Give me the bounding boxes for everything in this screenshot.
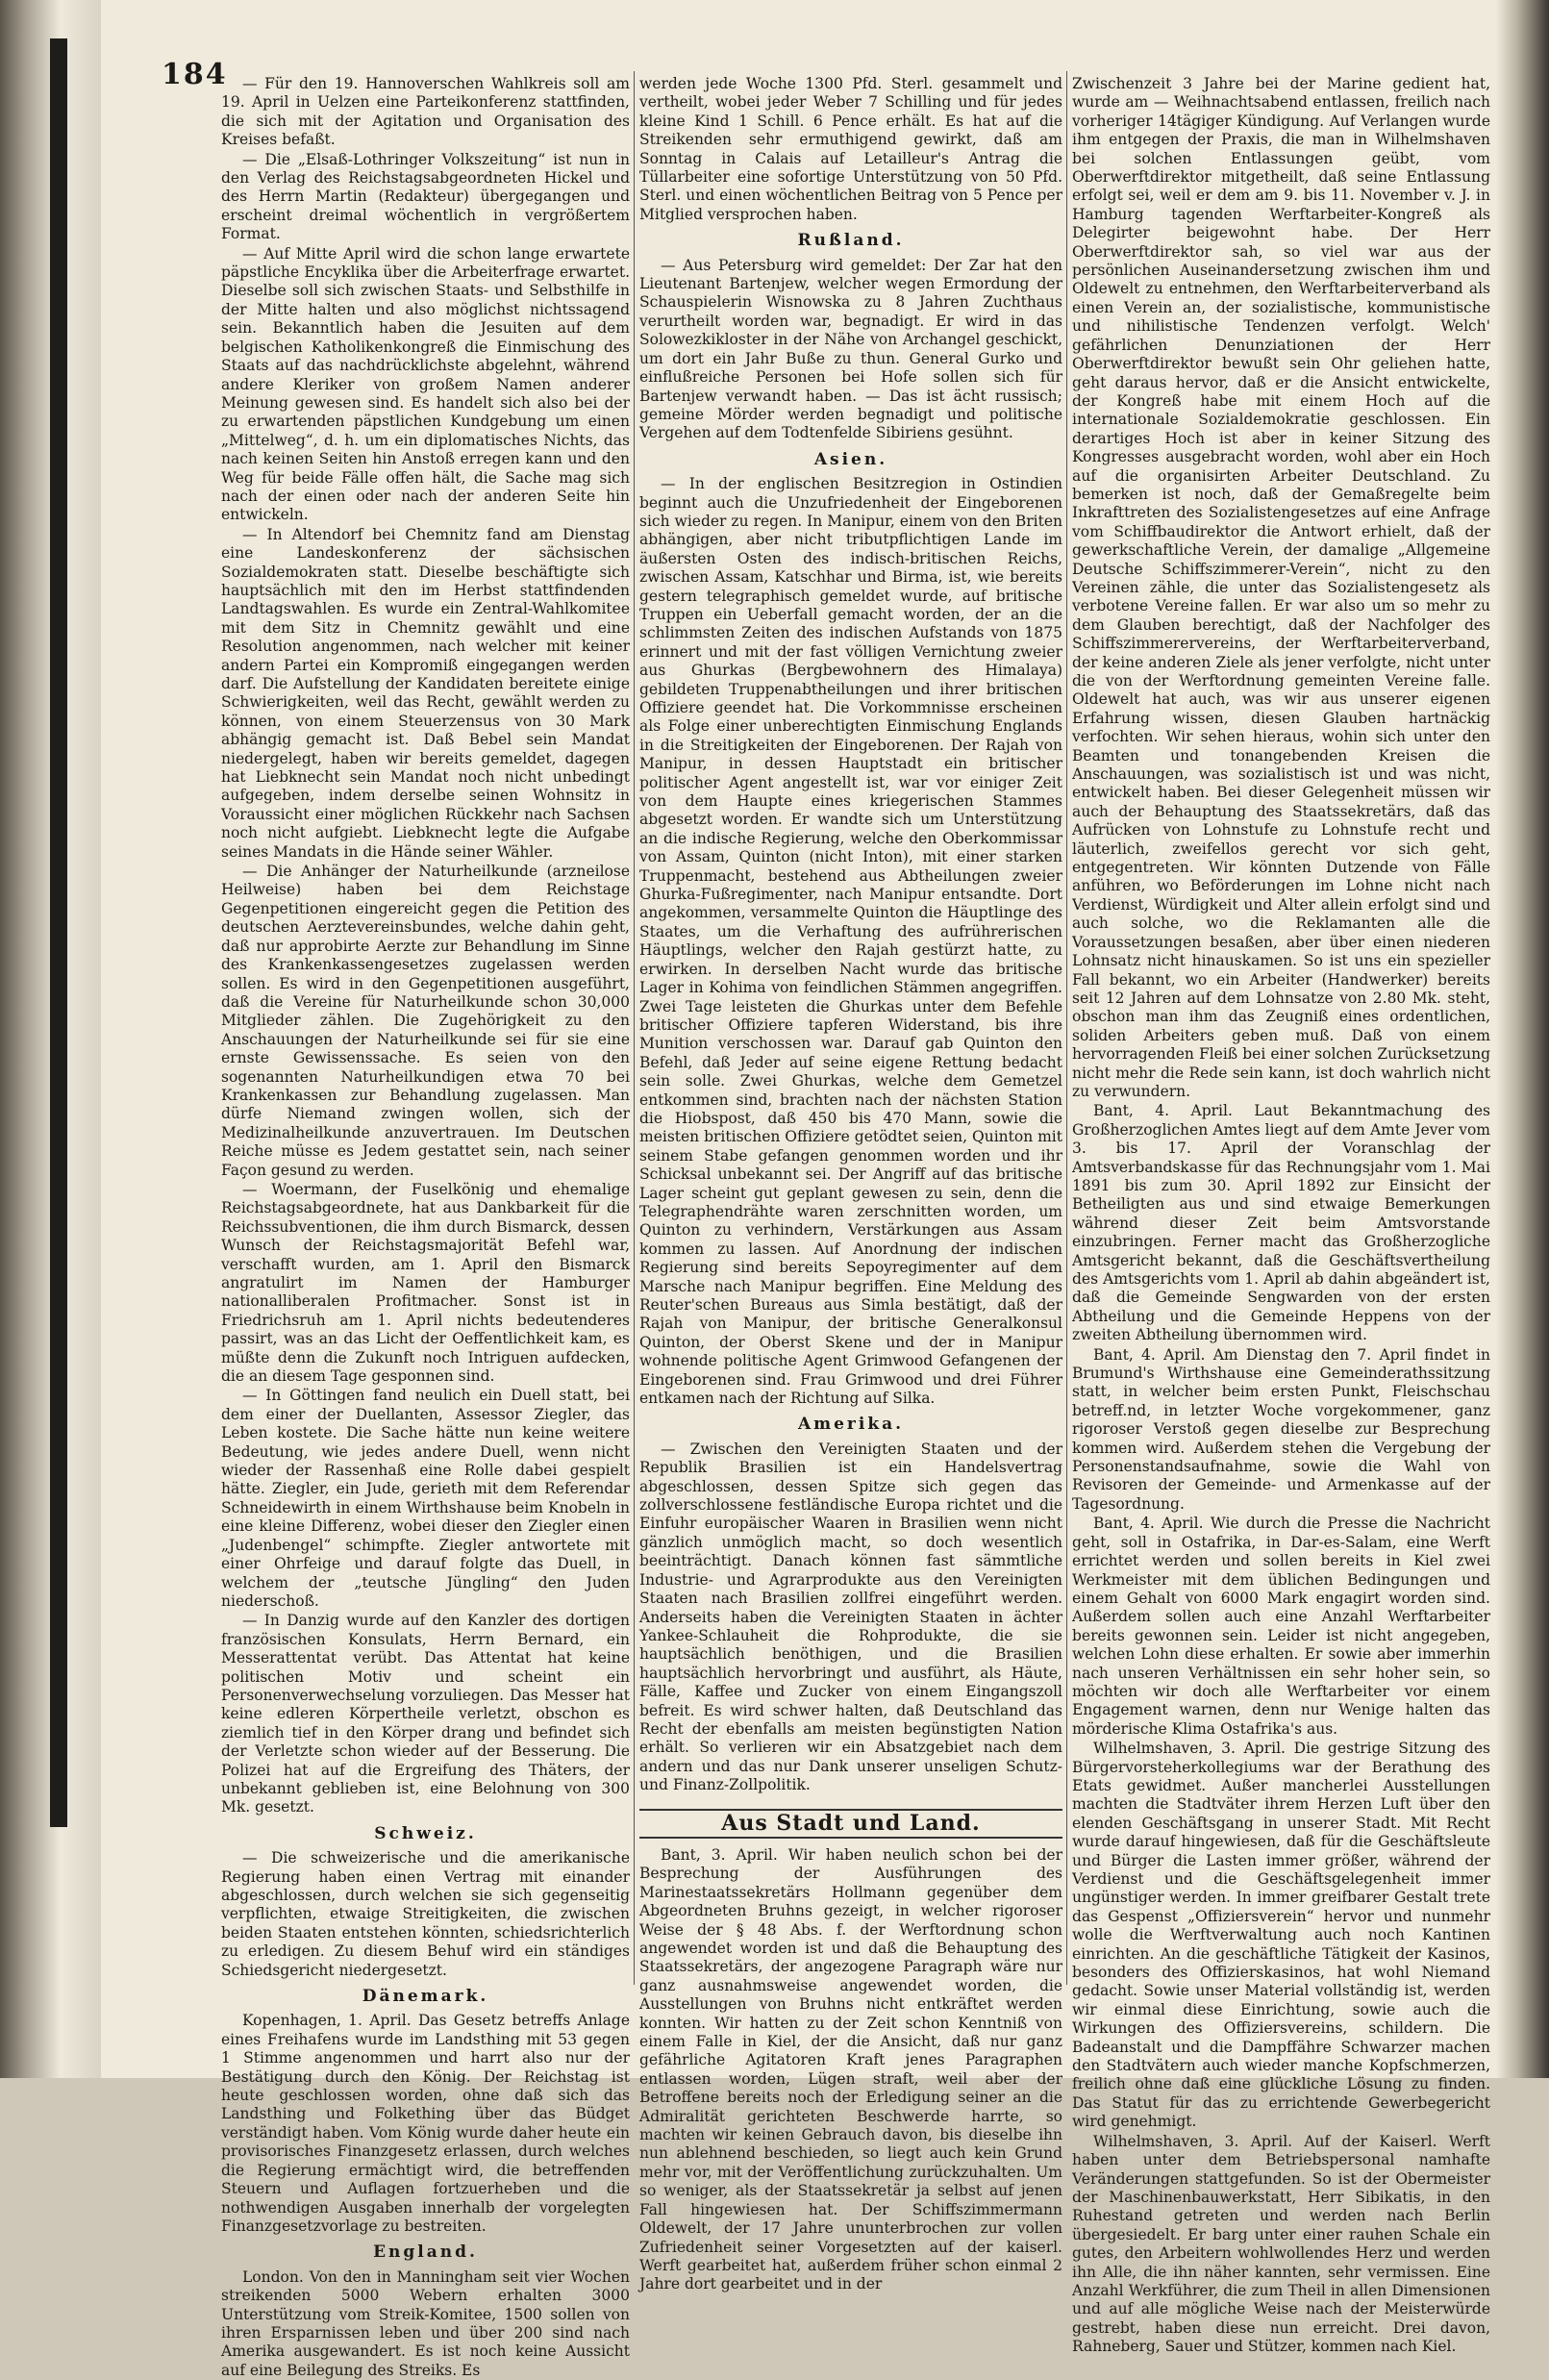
column-3 (1072, 75, 1490, 2356)
article: — Aus Petersburg wird gemeldet: Der Zar hat den Lieutenant Bartenjew, welcher wegen Ermordung der Schauspielerin Wisnowska zu 8 Jahren Zuchthaus verurtheilt worden war, begnadigt. Er wird in das Solowezkikloster in der Nähe von Archangel geschickt, um dort ein Jahr Buße zu thun. General Gurko und einflußreiche Personen bei Hofe sollen sich für Bartenjew verwandt haben. — Das ist ächt russisch; gemeine Mörder werden begnadigt und politische Vergehen auf dem Todtenfelde Sibiriens gesühnt. (639, 256, 1062, 442)
article: Wilhelmshaven, 3. April. Die gestrige Sitzung des Bürgervorsteherkollegiums war der Berathung des Etats gewidmet. Außer mancherlei Ausstellungen machten die Stadtväter ihrem Herzen Luft über den elenden Geschäftsgang in unserer Stadt. Mit Recht wurde darauf hingewiesen, daß für die Geschäftsleute und Bürger die Lasten immer größer, während der Verdienst und die Geschäftsgelegenheit immer ungünstiger werden. In immer greifbarer Gestalt trete das Gespenst „Offiziersverein“ hervor und nunmehr wolle die Werftverwaltung auch noch Kantinen einrichten. An die geschäftliche Tätigkeit der Kasinos, besonders des Offizierskasinos, hat wohl Niemand gedacht. Sowie unser Material vollständig ist, werden wir einmal diese Einrichtung, sowie auch die Wirkungen des Offiziersvereins, schildern. Die Badeanstalt und die Dampffähre Schwarzer machen den Stadtvätern auch wieder manche Kopfschmerzen, freilich ohne daß eine glückliche Lösung zu finden. Das Statut für das zu errichtende Gewerbegericht wird genehmigt. (1072, 1740, 1490, 2131)
article: — Die Anhänger der Naturheilkunde (arzneilose Heilweise) haben bei dem Reichstage Gegenpetitionen eingereicht gegen die Petition des deutschen Aerztevereinsbundes, welche dahin geht, daß nur approbirte Aerzte zur Behandlung im Sinne des Krankenkassengesetzes zugelassen werden sollen. Es wird in den Gegenpetitionen ausgeführt, daß die Vereine für Naturheilkunde schon 30,000 Mitglieder zählen. Die Zugehörigkeit zu den Anschauungen der Naturheilkunde sei für sie eine ernste Gewissenssache. Es seien von den sogenannten Naturheilkundigen etwa 70 bei Krankenkassen zur Behandlung zugelassen. Man dürfe Niemand zwingen wollen, sich der Medizinalheilkunde anzuvertrauen. Im Deutschen Reiche müsse es Jedem gestattet sein, nach seiner Façon gesund zu werden. (221, 863, 630, 1179)
page-number: 184 (162, 58, 228, 91)
article: — In Altendorf bei Chemnitz fand am Dienstag eine Landeskonferenz der sächsischen Sozialdemokraten statt. Dieselbe beschäftigte sich hauptsächlich mit den im Herbst stattfindenden Landtagswahlen. Es wurde ein Zentral-Wahlkomitee mit dem Sitz in Chemnitz gewählt und eine Resolution angenommen, nach welcher mit keiner andern Partei ein Kompromiß eingegangen werden darf. Die Aufstellung der Kandidaten bereitete einige Schwierigkeiten, weil das Recht, gewählt werden zu können, von einem Steuerzensus von 30 Mark abhängig gemacht ist. Daß Bebel sein Mandat niedergelegt, haben wir bereits gemeldet, dagegen hat Liebknecht sein Mandat noch nicht unbedingt aufgegeben, indem derselbe seinen Wohnsitz in Voraussicht einer möglichen Rückkehr nach Sachsen noch nicht aufgiebt. Liebknecht legte die Aufgabe seines Mandats in die Hände seiner Wähler. (221, 525, 630, 861)
section-heading: Dänemark. (362, 1987, 489, 2007)
article: — Auf Mitte April wird die schon lange erwartete päpstliche Encyklika über die Arbeiterfrage erwartet. Dieselbe soll sich zwischen Staats- und Selbsthilfe in der Mitte halten und also möglichst nichtssagend sein. Bekanntlich haben die Jesuiten auf dem belgischen Katholikenkongreß die Einmischung des Staats auf das nachdrücklichste abgelehnt, während andere Kleriker von großem Namen anderer Meinung gewesen sind. Es handelt sich also bei der zu erwartenden päpstlichen Kundgebung um einen „Mittelweg“, d. h. um ein diplomatisches Nichts, das nach keinen Seiten hin Anstoß erregen kann und den Weg für beide Fälle offen hält, die Sache mag sich nach der einen oder nach der anderen Seite hin entwickeln. (221, 244, 630, 524)
article: — Die „Elsaß-Lothringer Volkszeitung“ ist nun in den Verlag des Reichstagsabgeordneten Hickel und des Herrn Martin (Redakteur) übergegangen und erscheint dreimal wöchentlich in vergrößertem Format. (221, 150, 630, 243)
section-heading: England. (373, 2242, 478, 2263)
column-rule (634, 71, 635, 1985)
section-heading: Schweiz. (374, 1823, 477, 1843)
article: Bant, 4. April. Am Dienstag den 7. April findet in Brumund's Wirthshause eine Gemeinderathssitzung statt, in welcher beim ersten Punkt, Fleischschau betreff.nd, in letzter Woche vorgekommener, ganz rigoroser Verstoß gegen dieselbe zur Besprechung kommen wird. Außerdem stehen die Vergebung der Personenstandsaufnahme, sowie die Wahl von Revisoren der Gemeinde- und Armenkasse auf der Tagesordnung. (1072, 1345, 1490, 1513)
section-heading: Amerika. (797, 1415, 905, 1435)
article: Bant, 4. April. Wie durch die Presse die Nachricht geht, soll in Ostafrika, in Dar-es-Salam, eine Werft errichtet werden und sollen bereits in Kiel zwei Werkmeister mit dem üblichen Bedingungen und einem Gehalt von 6000 Mark engagirt worden sind. Außerdem sollen auch eine Anzahl Werftarbeiter bereits gewonnen sein. Leider ist nicht angegeben, welchen Lohn diese erhalten. Er sowie aber immerhin nach unseren Verhältnissen ein sehr hoher sein, so möchten wir doch alle Werftarbeiter vor einem Engagement warnen, denn nur Wenige halten das mörderische Klima Ostafrika's aus. (1072, 1515, 1490, 1738)
article-continuation: Zwischenzeit 3 Jahre bei der Marine gedient hat, wurde am — Weihnachtsabend entlassen, freilich nach vorheriger 14tägiger Kündigung. Auf Verlangen wurde ihm entgegen der Praxis, die man in Wilhelmshaven bei solchen Entlassungen geübt, vom Oberwerftdirektor mitgetheilt, daß seine Entlassung erfolgt sei, weil er dem am 9. bis 11. November v. J. in Hamburg tagenden Werftarbeiter-Kongreß als Delegirter beigewohnt habe. Der Herr Oberwerftdirektor sah, so viel war aus der persönlichen Auseinandersetzung zwischen ihm und Oldewelt zu entnehmen, den Werftarbeiterverband als einen Verein an, der sozialistische, kommunistische und nihilistische Tendenzen verfolgt. Welch' gefährlichen Denunziationen der Herr Oberwerftdirektor bewußt sein Ohr geliehen hatte, geht daraus hervor, daß er die Ansicht entwickelte, der Kongreß habe mit einem Hoch auf die internationale Sozialdemokratie geschlossen. Ein derartiges Hoch ist aber in keiner Sitzung des Kongresses ausgebracht worden, wohl aber ein Hoch auf die organisirten Arbeiter Deutschland. Zu bemerken ist noch, daß der Gemaßregelte beim Inkrafttreten des Sozialistengesetzes auf eine Anfrage vom Schiffbaudirektor die Antwort erhielt, daß der gewerkschaftliche Verein, der damalige „Allgemeine Deutsche Schiffszimmerer-Verein“, nicht zu den Vereinen zähle, die unter das Sozialistengesetz als verbotene Vereine fallen. Er war also um so mehr zu dem Glauben berechtigt, daß der Nachfolger des Schiffszimmerervereins, der Werftarbeiterverband, der keine anderen Ziele als jener verfolgte, nicht unter die von der Werftordnung gemeinten Vereine falle. Oldewelt hat auch, was wir aus unserer eigenen Erfahrung wissen, diesen Glauben hartnäckig verfochten. Wir sehen hieraus, wohin sich unter den Beamten und tonangebenden Kreisen die Anschauungen, was sozialistisch ist und was nicht, entwickelt haben. Bei dieser Gelegenheit müssen wir auch der Behauptung des Staatssekretärs, daß das Aufrücken von Lohnstufe zu Lohnstufe recht und läuterlich, zweifellos gerecht vor sich geht, entgegentreten. Wir könnten Dutzende von Fälle anführen, wo Beförderungen im Lohne nicht nach Verdienst, Würdigkeit und Alter allein erfolgt sind und auch solche, wo die Reklamanten alle die Voraussetzungen besaßen, aber über einen niederen Lohnsatz nicht hinauskamen. So ist uns ein spezieller Fall bekannt, wo ein Arbeiter (Handwerker) bereits seit 12 Jahren auf dem Lohnsatze von 2.80 Mk. steht, obschon man ihm das Zeugniß eines ordentlichen, soliden Arbeiters geben muß. Daß von einem hervorragenden Fleiß bei einer solchen Zurücksetzung nicht mehr die Rede sein kann, ist doch wahrlich nicht zu verwundern. (1072, 75, 1490, 1100)
article: — In Göttingen fand neulich ein Duell statt, bei dem einer der Duellanten, Assessor Ziegler, das Leben kostete. Die Sache hätte nun keine weitere Bedeutung, wie jedes andere Duell, wenn nicht wieder der Rassenhaß eine Rolle dabei gespielt hätte. Ziegler, ein Jude, gerieth mit dem Referendar Schneidewirth in einem Wirthshause beim Knobeln in eine kleine Differenz, wobei dieser den Ziegler einen „Judenbengel“ schimpfte. Ziegler antwortete mit einer Ohrfeige und darauf folgte das Duell, in welchem der „teutsche Jüngling“ den Juden niederschoß. (221, 1387, 630, 1610)
section-heading-local: Aus Stadt und Land. (639, 1809, 1062, 1839)
article-continuation: werden jede Woche 1300 Pfd. Sterl. gesammelt und vertheilt, wobei jeder Weber 7 Schilling und für jedes kleine Kind 1 Schill. 6 Pence erhält. Es hat auf die Streikenden sehr ermuthigend gewirkt, daß am Sonntag in Calais auf Letailleur's Antrag die Tüllarbeiter eine sofortige Unterstützung von 50 Pfd. Sterl. und einen wöchentlichen Beitrag von 5 Pence per Mitglied versprochen haben. (639, 75, 1062, 223)
article: — Zwischen den Vereinigten Staaten und der Republik Brasilien ist ein Handelsvertrag abgeschlossen, dessen Spitze sich gegen das zollverschlossene festländische Europa richtet und die Einfuhr europäischer Waaren in Brasilien wenn nicht gänzlich unmöglich macht, so doch wesentlich beeinträchtigt. Danach können fast sämmtliche Industrie- und Agrarprodukte aus den Vereinigten Staaten nach Brasilien zollfrei eingeführt werden. Anderseits haben die Vereinigten Staaten in ächter Yankee-Schlauheit die Rohprodukte, die sie hauptsächlich benöthigen, und die Brasilien hauptsächlich hervorbringt und ausführt, als Häute, Fälle, Kaffee und Zucker von einem Eingangszoll befreit. Es wird schwer halten, daß Deutschland das Recht der ebenfalls am meisten begünstigten Nation erhält. So verlieren wir ein Absatzgebiet nach dem andern und das nur Dank unserer unseligen Schutz- und Finanz-Zollpolitik. (639, 1440, 1062, 1794)
section-heading: Rußland. (797, 231, 905, 251)
article: — Die schweizerische und die amerikanische Regierung haben einen Vertrag mit einander abgeschlossen, durch welchen sie sich gegenseitig verpflichten, etwaige Streitigkeiten, die zwischen beiden Staaten entstehen könnten, schiedsrichterlich zu erledigen. Zu diesem Behuf wird ein ständiges Schiedsgericht niedergesetzt. (221, 1849, 630, 1979)
article: — Für den 19. Hannoverschen Wahlkreis soll am 19. April in Uelzen eine Parteikonferenz stattfinden, die sich mit der Agitation und Organisation des Kreises befaßt. (221, 75, 630, 149)
page-edge (1496, 0, 1549, 2078)
book-binding (0, 0, 101, 2078)
article: — In der englischen Besitzregion in Ostindien beginnt auch die Unzufriedenheit der Eingeborenen sich wieder zu regen. In Manipur, einem von den Briten abhängigen, aber nicht tributpflichtigen Lande im äußersten Osten des indisch-britischen Reichs, zwischen Assam, Katschhar und Birma, ist, wie bereits gestern telegraphisch gemeldet wurde, auf britische Truppen ein Ueberfall gemacht worden, der an die schlimmsten Zeiten des indischen Aufstands von 1875 erinnert und mit der fast völligen Vernichtung zweier aus Ghurkas (Bergbewohnern des Himalaya) gebildeten Truppenabtheilungen und ihrer britischen Offiziere geendet hat. Die Vorkommnisse erscheinen als Folge einer unberechtigten Einmischung Englands in die Streitigkeiten der Eingeborenen. Der Rajah von Manipur, in dessen Hauptstadt ein britischer politischer Agent angestellt ist, war vor einiger Zeit von dem Haupte eines kriegerischen Stammes abgesetzt worden. Er wandte sich um Unterstützung an die indische Regierung, welche den Oberkommissar von Assam, Quinton (nicht Inton), mit einer starken Truppenmacht, bestehend aus Abtheilungen zweier Ghurka-Fußregimenter, nach Manipur entsandte. Dort angekommen, versammelte Quinton die Häuptlinge des Staates, um die Verhaftung des aufrührerischen Häuptlings, welcher den Rajah gestürzt hatte, zu erwirken. In derselben Nacht wurde das britische Lager in Kohima von feindlichen Stämmen angegriffen. Zwei Tage leisteten die Ghurkas unter dem Befehle britischer Offiziere tapferen Widerstand, bis ihre Munition verschossen war. Darauf gab Quinton den Befehl, daß Jeder auf seine eigene Rettung bedacht sein solle. Zwei Ghurkas, welche dem Gemetzel entkommen sind, brachten nach der nächsten Station die Hiobspost, daß 450 bis 470 Mann, sowie die meisten britischen Offiziere getödtet seien, Quinton mit seinem Stabe gefangen genommen worden und ihr Schicksal unbekannt sei. Der Angriff auf das britische Lager scheint gut geplant gewesen zu sein, denn die Telegraphendrähte waren zerschnitten worden, um Quinton zu verhindern, Verstärkungen aus Assam kommen zu lassen. Auf Anordnung der indischen Regierung sind bereits Sepoyregimenter auf dem Marsche nach Manipur begriffen. Eine Meldung des Reuter'schen Bureaus aus Simla bestätigt, daß der Rajah von Manipur, der britische Generalkonsul Quinton, der Oberst Skene und der in Manipur wohnende politische Agent Grimwood Gefangenen der Eingeborenen sind. Frau Grimwood und drei Führer entkamen nach der Richtung auf Silka. (639, 475, 1062, 1408)
article: Wilhelmshaven, 3. April. Auf der Kaiserl. Werft haben unter dem Betriebspersonal namhafte Veränderungen stattgefunden. So ist der Obermeister der Maschinenbauwerkstatt, Herr Sibikatis, in den Ruhestand getreten und werden nach Berlin übergesiedelt. Er barg unter einer rauhen Schale ein gutes, den Arbeitern wohlwollendes Herz und werden ihn Alle, die ihn näher kannten, sehr vermissen. Eine Anzahl Werkführer, die zum Theil in allen Dimensionen und auf alle mögliche Weise nach der Meisterwürde gestrebt, haben diese nun erreicht. Drei davon, Rahneberg, Sauer und Stützer, kommen nach Kiel. (1072, 2132, 1490, 2356)
section-heading: Asien. (813, 449, 888, 469)
article: — Woermann, der Fuselkönig und ehemalige Reichstagsabgeordnete, hat aus Dankbarkeit für die Reichssubventionen, die ihm durch Bismarck, dessen Wunsch der Reichstagsmajorität Befehl war, verschafft wurden, am 1. April den Bismarck angratulirt im Namen der Hamburger nationalliberalen Profitmacher. Sonst ist in Friedrichsruh am 1. April nichts bedeutenderes passirt, was an das Licht der Oeffentlichkeit kam, es müßte denn die Zukunft noch Intriguen aufdecken, die an diesem Tage gesponnen sind. (221, 1180, 630, 1386)
article: — In Danzig wurde auf den Kanzler des dortigen französischen Konsulats, Herrn Bernard, ein Messerattentat verübt. Das Attentat hat keine politischen Motiv und scheint ein Personenverwechselung vorzuliegen. Das Messer hat keine edleren Körpertheile verletzt, obschon es ziemlich tief in den Körper drang und befindet sich der Verletzte schon wieder auf der Besserung. Die Polizei hat auf die Ergreifung des Thäters, der unbekannt geblieben ist, eine Belohnung von 300 Mk. gesetzt. (221, 1612, 630, 1816)
column-2 (639, 75, 1062, 2293)
column-rule (1066, 71, 1067, 1985)
article: Kopenhagen, 1. April. Das Gesetz betreffs Anlage eines Freihafens wurde im Landsthing mit 53 gegen 1 Stimme angenommen und harrt also nur der Bestätigung durch den König. Der Reichstag ist heute geschlossen worden, ohne daß sich das Landsthing und Folkething über das Büdget verständigt haben. Vom König wurde daher heute ein provisorisches Finanzgesetz erlassen, durch welches die Regierung ermächtigt wird, die betreffenden Steuern und Auflagen fortzuerheben und die nothwendigen Ausgaben innerhalb der vorgelegten Finanzgesetzvorlage zu bestreiten. (221, 2012, 630, 2235)
article: London. Von den in Manningham seit vier Wochen streikenden 5000 Webern erhalten 3000 Unterstützung vom Streik-Komitee, 1500 sollen von ihren Ersparnissen leben und über 200 sind nach Amerika ausgewandert. Es ist noch keine Aussicht auf eine Beilegung des Streiks. Es (221, 2267, 630, 2379)
article: Bant, 3. April. Wir haben neulich schon bei der Besprechung der Ausführungen des Marinestaatssekretärs Hollmann gegenüber dem Abgeordneten Bruhns gezeigt, in welcher rigoroser Weise der § 48 Abs. f. der Werftordnung schon angewendet worden ist und daß die Behauptung des Staatssekretärs, der angezogene Paragraph wäre nur ganz ausnahmsweise angewendet worden, die Ausstellungen von Bruhns nicht entkräftet werden konnten. Wir hatten zu der Zeit schon Kenntniß von einem Falle in Kiel, der die Ansicht, daß nur ganz gefährliche Agitatoren Kraft jenes Paragraphen entlassen worden, Lügen straft, weil aber der Betroffene bereits noch der Erledigung seiner an die Admiralität gerichteten Beschwerde harrte, so machten wir keinen Gebrauch davon, bis dieselbe ihn nun ablehnend beschieden, so liegt auch kein Grund mehr vor, mit der Veröffentlichung zurückzuhalten. Um so weniger, als der Staatssekretär ja selbst auf jenen Fall hingewiesen hat. Der Schiffszimmermann Oldewelt, der 17 Jahre ununterbrochen zur vollen Zufriedenheit seiner Vorgesetzten auf der kaiserl. Werft gearbeitet hat, außerdem früher schon einmal 2 Jahre dort gearbeitet und in der (639, 1845, 1062, 2293)
article: Bant, 4. April. Laut Bekanntmachung des Großherzoglichen Amtes liegt auf dem Amte Jever vom 3. bis 17. April der Voranschlag der Amtsverbandskasse für das Rechnungsjahr vom 1. Mai 1891 bis zum 30. April 1892 zur Einsicht der Betheiligten aus und sind etwaige Bemerkungen während dieser Zeit beim Amtsvorstande einzubringen. Ferner macht das Großherzogliche Amtsgericht bekannt, daß die Geschäftsvertheilung des Amtsgerichts vom 1. April ab dahin abgeändert ist, daß die Gemeinde Sengwarden von der ersten Abtheilung und die Gemeinde Heppens von der zweiten Abtheilung übernommen wird. (1072, 1102, 1490, 1344)
column-1 (221, 75, 630, 2379)
